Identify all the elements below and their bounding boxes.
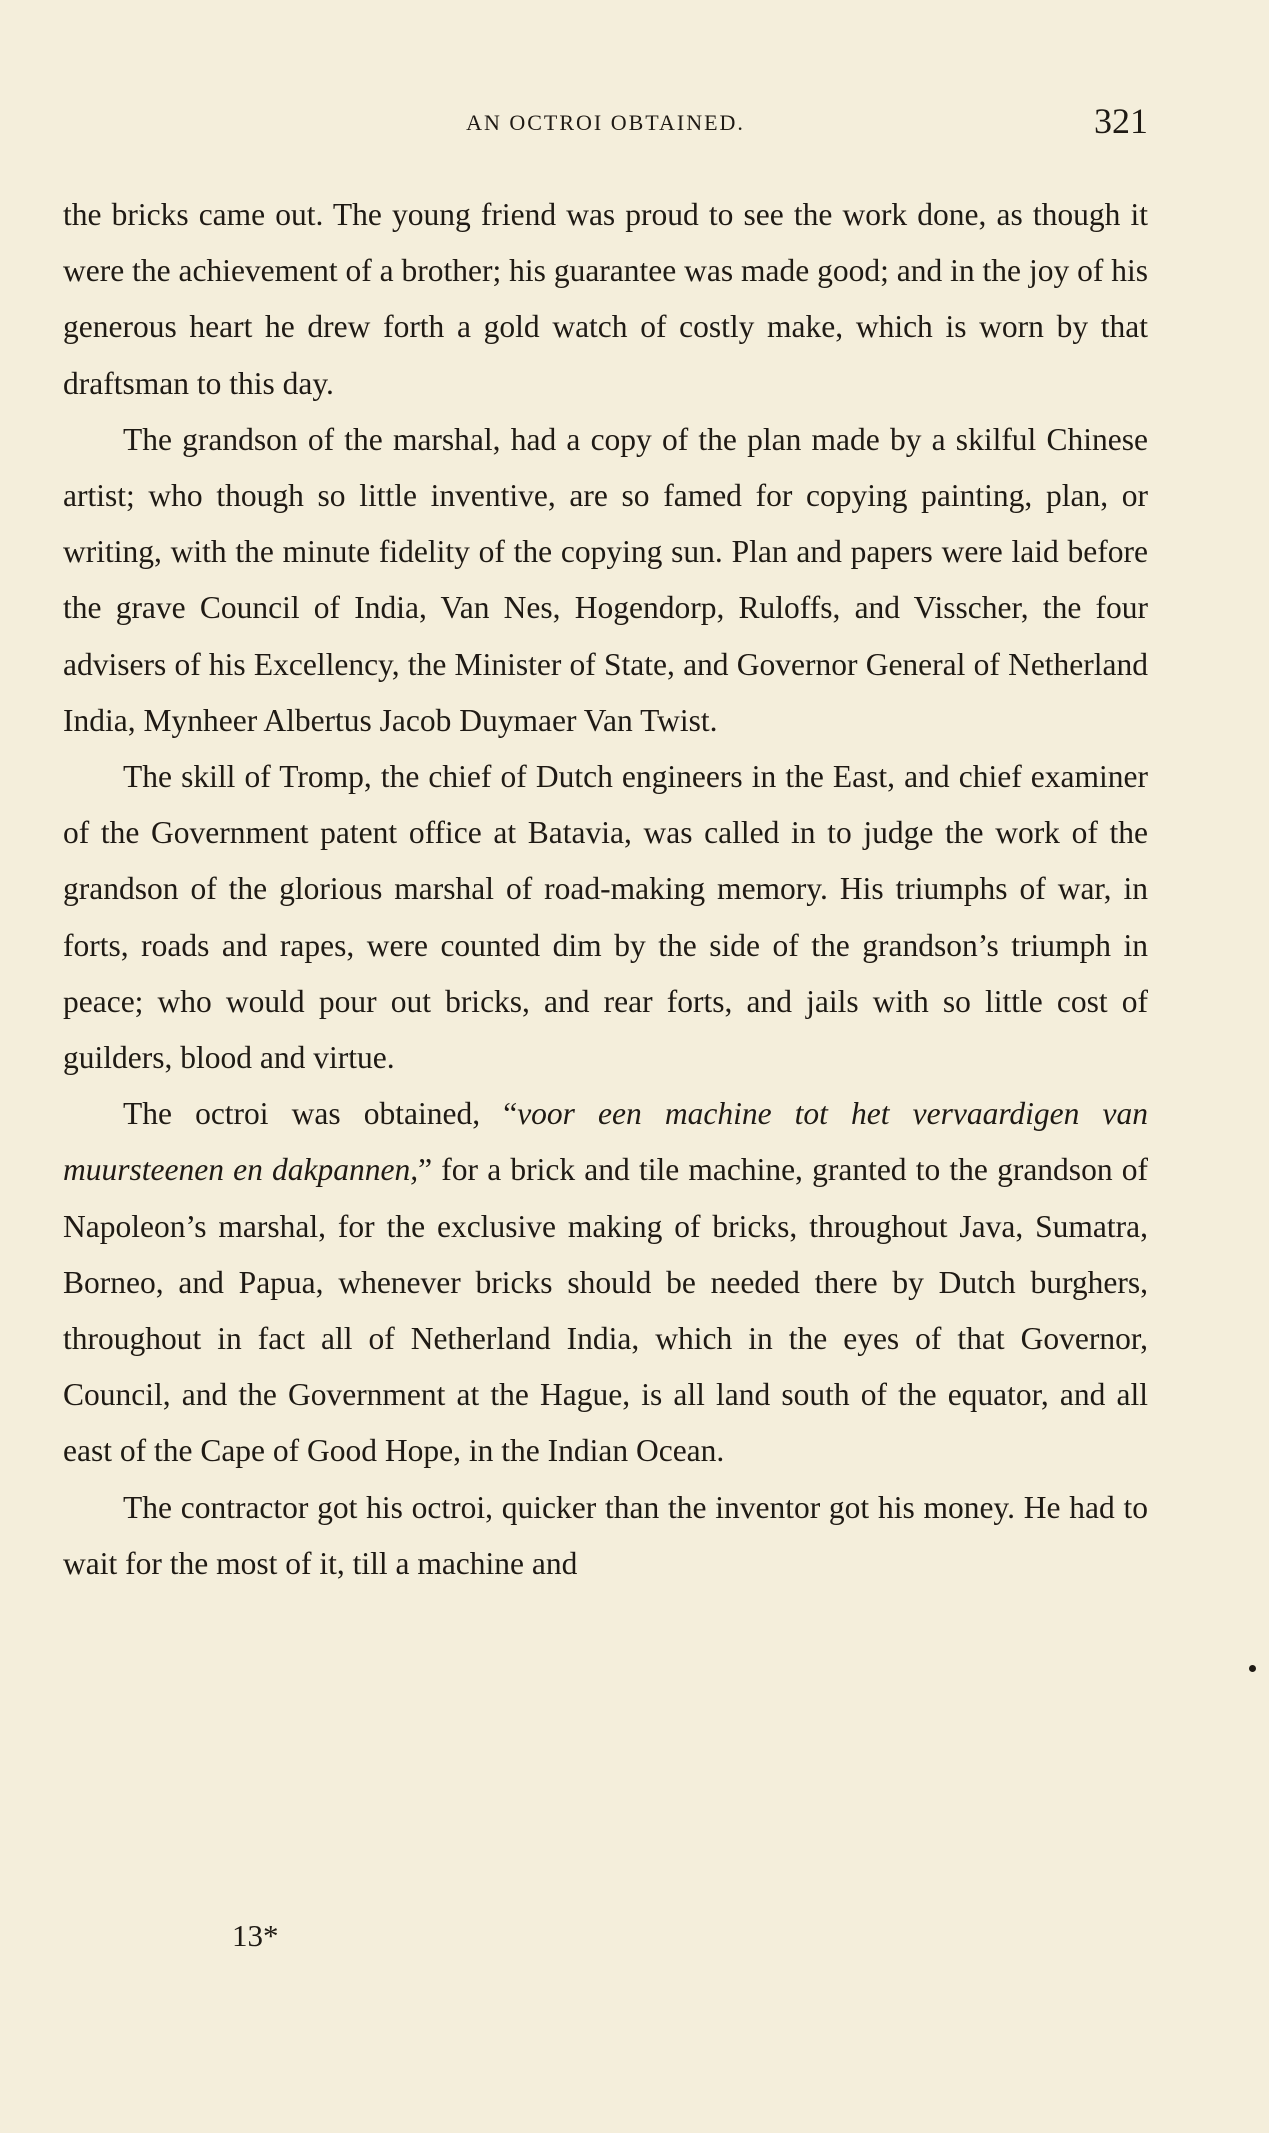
running-head bbox=[63, 100, 1148, 140]
text-segment: the bricks came out. The young friend was proud to see the work done, as though it were the achievement of a brother; his guarantee was made good; and in the joy of his generous heart he drew forth a gold watch of costly make, which is worn by that draftsman to this day. bbox=[63, 197, 1148, 401]
text-segment: The skill of Tromp, the chief of Dutch engineers in the East, and chief examiner of the Government patent office at Batavia, was called in to judge the work of the grandson of the glorious marshal of road-making memory. His triumphs of war, in forts, roads and rapes, were counted dim by the side of the grandson’s triumph in peace; who would pour out bricks, and rear forts, and jails with so little cost of guilders, blood and virtue. bbox=[63, 759, 1148, 1076]
text-segment: ” for a brick and tile machine, granted to the grandson of Napoleon’s marshal, for the exclusive making of bricks, throughout Java, Sumatra, Borneo, and Papua, whenever bricks should be needed there by Dutch burghers, throughout in fact all of Netherland India, which in the eyes of that Governor, Council, and the Government at the Hague, is all land south of the equator, and all east of the Cape of Good Hope, in the Indian Ocean. bbox=[63, 1152, 1148, 1469]
running-title: AN OCTROI OBTAINED. bbox=[466, 110, 745, 135]
text-segment: The octroi was obtained, “ bbox=[123, 1096, 518, 1132]
text-segment: The contractor got his octroi, quicker than the inventor got his money. He had to wait for the most of it, till a machine and bbox=[63, 1489, 1148, 1581]
italic-quote: voor een machine tot het vervaardigen van muursteenen en dakpannen, bbox=[63, 1096, 1148, 1188]
paragraph bbox=[63, 187, 1148, 412]
paragraph bbox=[63, 1086, 1148, 1479]
page-number: 321 bbox=[1094, 101, 1148, 141]
paragraph bbox=[63, 749, 1148, 1086]
margin-ink-dot bbox=[1249, 1665, 1256, 1672]
paragraph bbox=[63, 412, 1148, 749]
signature-mark: 13* bbox=[232, 1918, 279, 1953]
body-text bbox=[63, 187, 1148, 1592]
paragraph bbox=[63, 1480, 1148, 1592]
text-segment: The grandson of the marshal, had a copy of the plan made by a skilful Chinese artist; who though so little inventive, are so famed for copying painting, plan, or writing, with the minute fidelity of the copying sun. Plan and papers were laid before the grave Council of India, Van Nes, Hogendorp, Ruloffs, and Visscher, the four advisers of his Excellency, the Minister of State, and Governor General of Netherland India, Mynheer Albertus Jacob Duymaer Van Twist. bbox=[63, 421, 1148, 738]
